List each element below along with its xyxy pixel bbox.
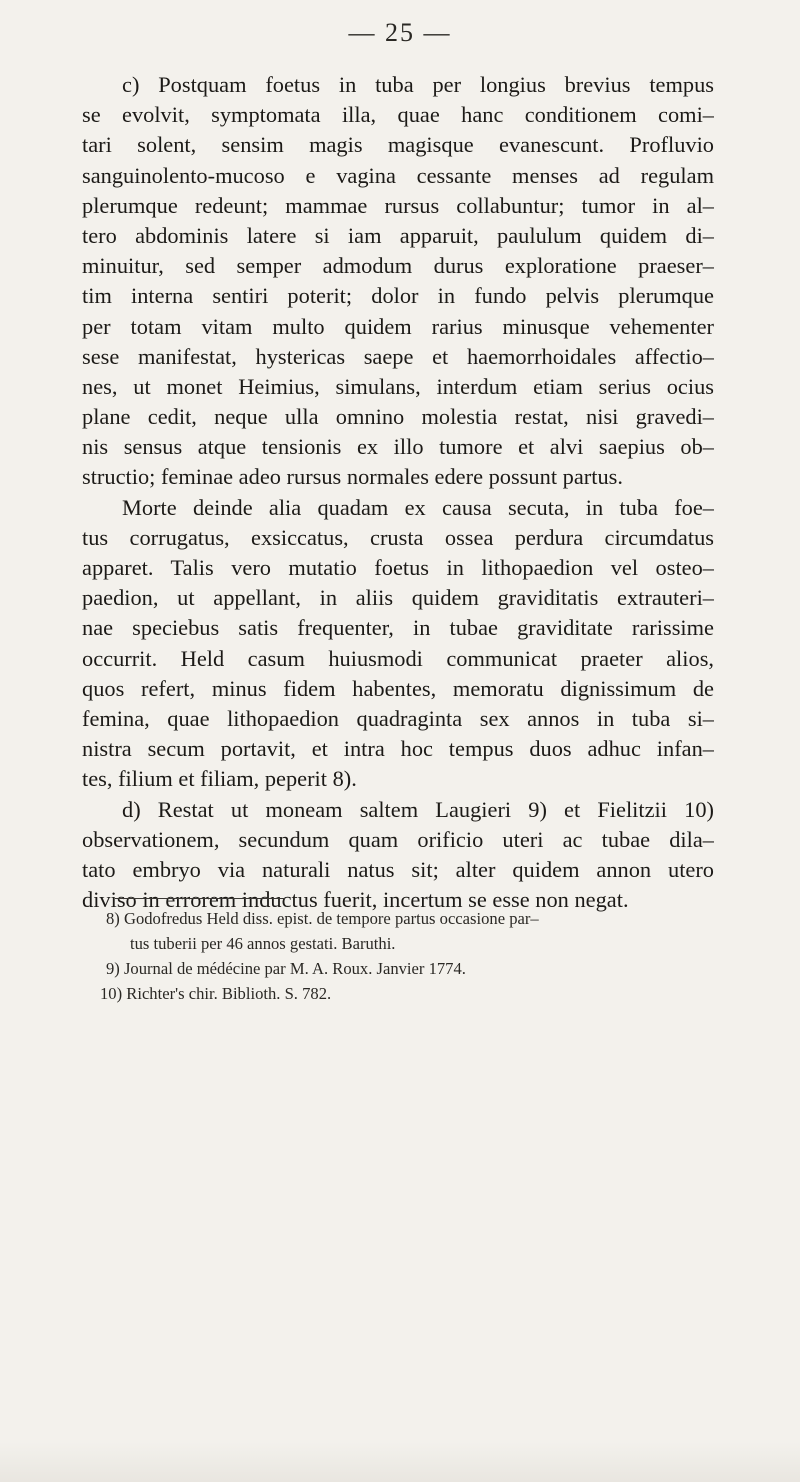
text-line: tari solent, sensim magis magisque evanescunt. Profluvio — [82, 132, 714, 158]
text-line: c) Postquam foetus in tuba per longius brevius tempus — [122, 72, 714, 97]
text-line: tus corrugatus, exsiccatus, crusta ossea perdura circumdatus — [82, 524, 714, 550]
body-text — [82, 70, 714, 915]
footnote-separator — [115, 898, 285, 899]
text-line: occurrit. Held casum huiusmodi communicat praeter alios, — [82, 645, 714, 671]
text-line: per totam vitam multo quidem rarius minusque vehementer — [82, 313, 714, 339]
text-line: se evolvit, symptomata illa, quae hanc conditionem comi– — [82, 102, 714, 128]
text-line: quos refert, minus fidem habentes, memoratu dignissimum de — [82, 675, 714, 701]
text-line: plerumque redeunt; mammae rursus collabuntur; tumor in al– — [82, 192, 714, 218]
text-line: tero abdominis latere si iam apparuit, paululum quidem di– — [82, 222, 714, 248]
footnote-9: 9) Journal de médécine par M. A. Roux. Janvier 1774. — [106, 959, 466, 978]
text-line: Morte deinde alia quadam ex causa secuta, in tuba foe– — [122, 494, 714, 520]
text-line: nistra secum portavit, et intra hoc tempus duos adhuc infan– — [82, 736, 714, 762]
text-line: nes, ut monet Heimius, simulans, interdum etiam serius ocius — [82, 373, 714, 399]
text-line: d) Restat ut moneam saltem Laugieri 9) et Fielitzii 10) — [122, 796, 714, 822]
text-line: paedion, ut appellant, in aliis quidem graviditatis extrauteri– — [82, 585, 714, 611]
text-line: apparet. Talis vero mutatio foetus in lithopaedion vel osteo– — [82, 555, 714, 580]
text-line: femina, quae lithopaedion quadraginta sex annos in tuba si– — [82, 705, 714, 731]
footnote-10: 10) Richter's chir. Biblioth. S. 782. — [100, 984, 332, 1003]
text-line: tim interna sentiri poterit; dolor in fundo pelvis plerumque — [82, 283, 714, 309]
footnotes — [82, 906, 714, 1006]
text-line: plane cedit, neque ulla omnino molestia restat, nisi gravedi– — [82, 404, 714, 430]
text-line: sese manifestat, hystericas saepe et haemorrhoidales affectio– — [82, 343, 714, 369]
text-line: diviso in errorem inductus fuerit, incertum se esse non negat. — [82, 887, 629, 913]
text-line: nae speciebus satis frequenter, in tubae graviditate rarissime — [82, 615, 714, 641]
footnote-8-continued: tus tuberii per 46 annos gestati. Baruthi. — [130, 934, 396, 953]
page-number: — 25 — — [348, 18, 452, 47]
text-line: tes, filium et filiam, peperit 8). — [82, 766, 357, 792]
text-line: sanguinolento-mucoso e vagina cessante menses ad regulam — [82, 162, 714, 188]
text-line: minuitur, sed semper admodum durus exploratione praeser– — [82, 253, 714, 279]
text-line: structio; feminae adeo rursus normales edere possunt partus. — [82, 464, 623, 490]
text-line: nis sensus atque tensionis ex illo tumore et alvi saepius ob– — [82, 434, 714, 460]
footnote-8: 8) Godofredus Held diss. epist. de tempore partus occasione par– — [106, 909, 539, 928]
text-line: observationem, secundum quam orificio uteri ac tubae dila– — [82, 826, 714, 852]
text-line: tato embryo via naturali natus sit; alter quidem annon utero — [82, 856, 714, 882]
scan-shadow — [0, 1442, 800, 1482]
